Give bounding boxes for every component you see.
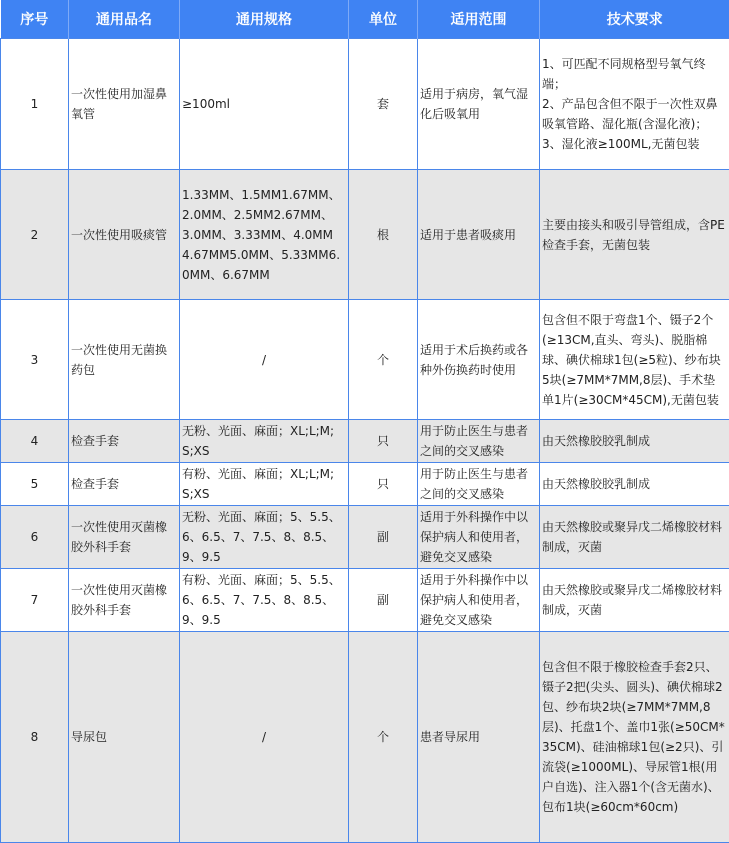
row-number: 6 — [1, 506, 69, 569]
product-spec: / — [180, 632, 349, 843]
row-number: 5 — [1, 463, 69, 506]
product-unit: 只 — [349, 463, 418, 506]
product-spec: 有粉、光面、麻面；5、5.5、6、6.5、7、7.5、8、8.5、9、9.5 — [180, 569, 349, 632]
product-scope: 用于防止医生与患者之间的交叉感染 — [418, 463, 540, 506]
product-spec: 1.33MM、1.5MM1.67MM、2.0MM、2.5MM2.67MM、3.0MM、3.33MM、4.0MM4.67MM5.0MM、5.33MM6.0MM、6.67MM — [180, 170, 349, 300]
product-scope: 适用于外科操作中以保护病人和使用者，避免交叉感染 — [418, 506, 540, 569]
product-spec: 有粉、光面、麻面；XL;L;M;S;XS — [180, 463, 349, 506]
product-name: 检查手套 — [69, 420, 180, 463]
header-no: 序号 — [1, 0, 69, 39]
header-requirements: 技术要求 — [540, 0, 729, 39]
product-name: 检查手套 — [69, 463, 180, 506]
row-number: 4 — [1, 420, 69, 463]
product-name: 一次性使用加湿鼻氧管 — [69, 39, 180, 170]
product-scope: 用于防止医生与患者之间的交叉感染 — [418, 420, 540, 463]
product-unit: 个 — [349, 632, 418, 843]
header-unit: 单位 — [349, 0, 418, 39]
product-name: 一次性使用灭菌橡胶外科手套 — [69, 569, 180, 632]
table-row — [1, 632, 729, 843]
row-number: 2 — [1, 170, 69, 300]
product-scope: 适用于患者吸痰用 — [418, 170, 540, 300]
header-spec: 通用规格 — [180, 0, 349, 39]
product-requirements: 主要由接头和吸引导管组成，含PE检查手套，无菌包装 — [540, 170, 729, 300]
header-name: 通用品名 — [69, 0, 180, 39]
product-scope: 患者导尿用 — [418, 632, 540, 843]
product-name: 一次性使用无菌换药包 — [69, 300, 180, 420]
product-scope: 适用于病房，氧气湿化后吸氧用 — [418, 39, 540, 170]
table-row — [1, 170, 729, 300]
table-row — [1, 420, 729, 463]
product-scope: 适用于术后换药或各种外伤换药时使用 — [418, 300, 540, 420]
row-number: 3 — [1, 300, 69, 420]
product-requirements: 包含但不限于橡胶检查手套2只、镊子2把(尖头、圆头)、碘伏棉球2包、纱布块2块(≥7MM*7MM,8层)、托盘1个、盖巾1张(≥50CM*35CM)、硅油棉球1包(≥2只)、引流袋(≥1000ML)、导尿管1根(用户自选)、注入器1个(含无菌水)、包布1块(≥60cm*60cm) — [540, 632, 729, 843]
product-unit: 套 — [349, 39, 418, 170]
product-scope: 适用于外科操作中以保护病人和使用者，避免交叉感染 — [418, 569, 540, 632]
table-row — [1, 569, 729, 632]
product-unit: 个 — [349, 300, 418, 420]
header-scope: 适用范围 — [418, 0, 540, 39]
product-spec: 无粉、光面、麻面；XL;L;M;S;XS — [180, 420, 349, 463]
product-spec: 无粉、光面、麻面；5、5.5、6、6.5、7、7.5、8、8.5、9、9.5 — [180, 506, 349, 569]
table-row — [1, 39, 729, 170]
row-number: 8 — [1, 632, 69, 843]
product-spec: ≥100ml — [180, 39, 349, 170]
product-name: 一次性使用灭菌橡胶外科手套 — [69, 506, 180, 569]
product-requirements: 由天然橡胶或聚异戊二烯橡胶材料制成，灭菌 — [540, 569, 729, 632]
product-unit: 只 — [349, 420, 418, 463]
product-requirements: 1、可匹配不同规格型号氧气终端； 2、产品包含但不限于一次性双鼻吸氧管路、湿化瓶(含湿化液)； 3、湿化液≥100ML,无菌包装 — [540, 39, 729, 170]
table-row — [1, 463, 729, 506]
product-unit: 副 — [349, 569, 418, 632]
row-number: 1 — [1, 39, 69, 170]
product-requirements: 由天然橡胶胶乳制成 — [540, 420, 729, 463]
table-row — [1, 506, 729, 569]
product-requirements: 由天然橡胶胶乳制成 — [540, 463, 729, 506]
table-row — [1, 300, 729, 420]
header-row — [1, 0, 729, 39]
product-unit: 副 — [349, 506, 418, 569]
product-spec: / — [180, 300, 349, 420]
row-number: 7 — [1, 569, 69, 632]
product-requirements: 包含但不限于弯盘1个、镊子2个(≥13CM,直头、弯头)、脱脂棉球、碘伏棉球1包(≥5粒)、纱布块5块(≥7MM*7MM,8层)、手术垫单1片(≥30CM*45CM),无菌包装 — [540, 300, 729, 420]
product-name: 导尿包 — [69, 632, 180, 843]
product-name: 一次性使用吸痰管 — [69, 170, 180, 300]
product-requirements: 由天然橡胶或聚异戊二烯橡胶材料制成，灭菌 — [540, 506, 729, 569]
product-unit: 根 — [349, 170, 418, 300]
